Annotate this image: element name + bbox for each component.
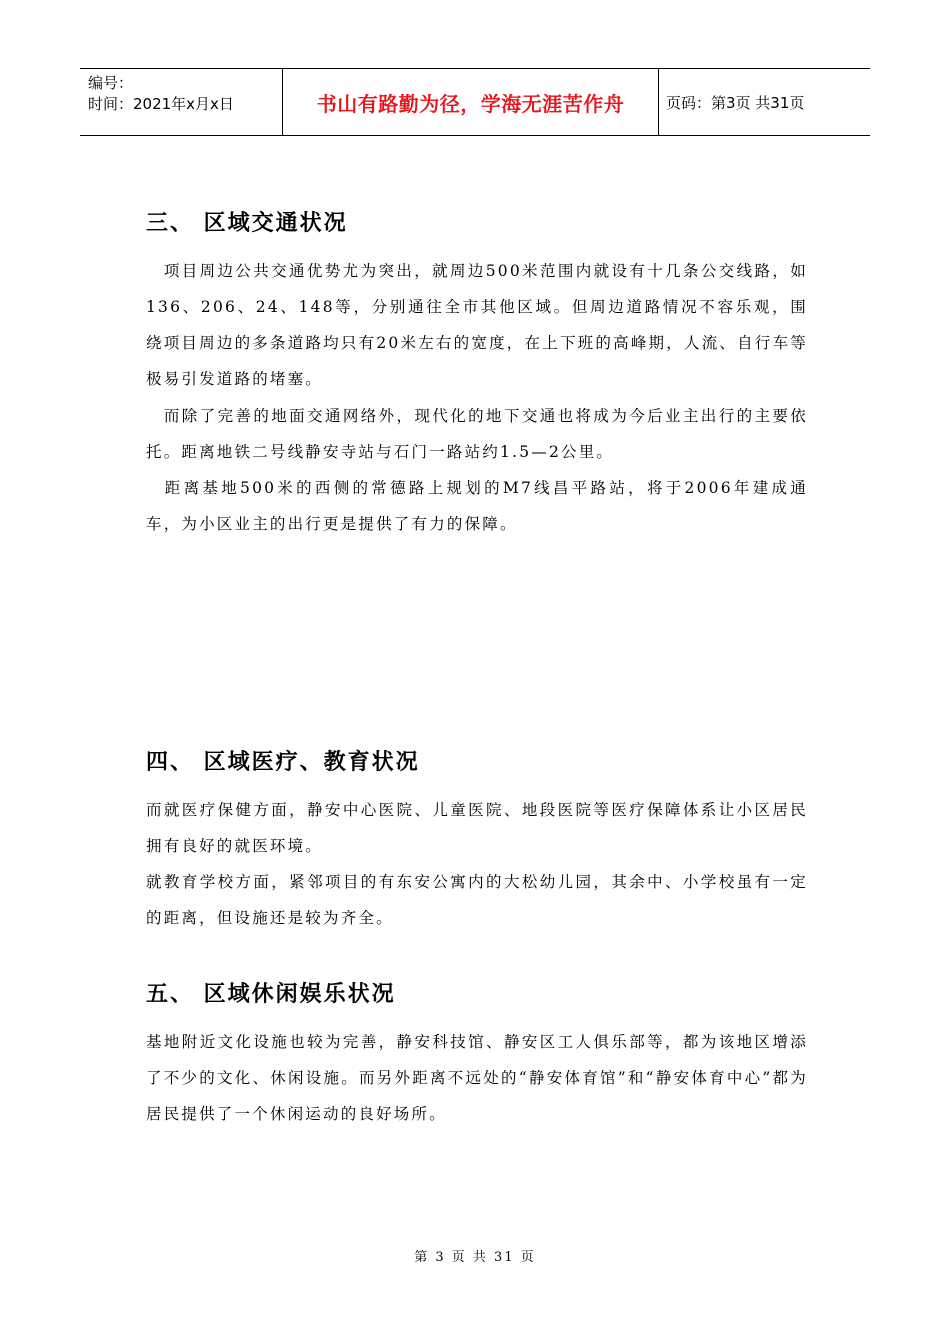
header-page-info: 页码：第3页 共31页	[666, 93, 805, 112]
document-date-label: 时间：2021年x月x日	[88, 95, 234, 113]
paragraph: 而除了完善的地面交通网络外，现代化的地下交通也将成为今后业主出行的主要依托。距离地铁二号线静安寺站与石门一路站约1.5—2公里。	[146, 407, 808, 461]
paragraph: 距离基地500米的西侧的常德路上规划的M7线昌平路站，将于2006年建成通车，为小区业主的出行更是提供了有力的保障。	[146, 479, 808, 533]
document-number-label: 编号：	[88, 74, 134, 92]
paragraph: 基地附近文化设施也较为完善，静安科技馆、静安区工人俱乐部等，都为该地区增添了不少的文化、休闲设施。而另外距离不远处的“静安体育馆”和“静安体育中心”都为居民提供了一个休闲运动的良好场所。	[146, 1033, 808, 1123]
header-meta	[80, 69, 282, 135]
page-footer: 第 3 页 共 31 页	[414, 1250, 536, 1265]
section-title-medical-education: 四、 区域医疗、教育状况	[146, 750, 420, 775]
paragraph: 项目周边公共交通优势尤为突出，就周边500米范围内就设有十几条公交线路，如136、206、24、148等，分别通往全市其他区域。但周边道路情况不容乐观，围绕项目周边的多条道路均只有20米左右的宽度，在上下班的高峰期，人流、自行车等极易引发道路的堵塞。	[146, 262, 808, 388]
section-title-traffic: 三、 区域交通状况	[146, 211, 348, 236]
paragraph: 就教育学校方面，紧邻项目的有东安公寓内的大松幼儿园，其余中、小学校虽有一定的距离，但设施还是较为齐全。	[146, 873, 808, 927]
section-title-leisure: 五、 区域休闲娱乐状况	[146, 982, 396, 1007]
page-header	[80, 68, 870, 136]
paragraph: 而就医疗保健方面，静安中心医院、儿童医院、地段医院等医疗保障体系让小区居民拥有良好的就医环境。	[146, 801, 808, 855]
header-motto: 书山有路勤为径，学海无涯苦作舟	[282, 69, 659, 135]
